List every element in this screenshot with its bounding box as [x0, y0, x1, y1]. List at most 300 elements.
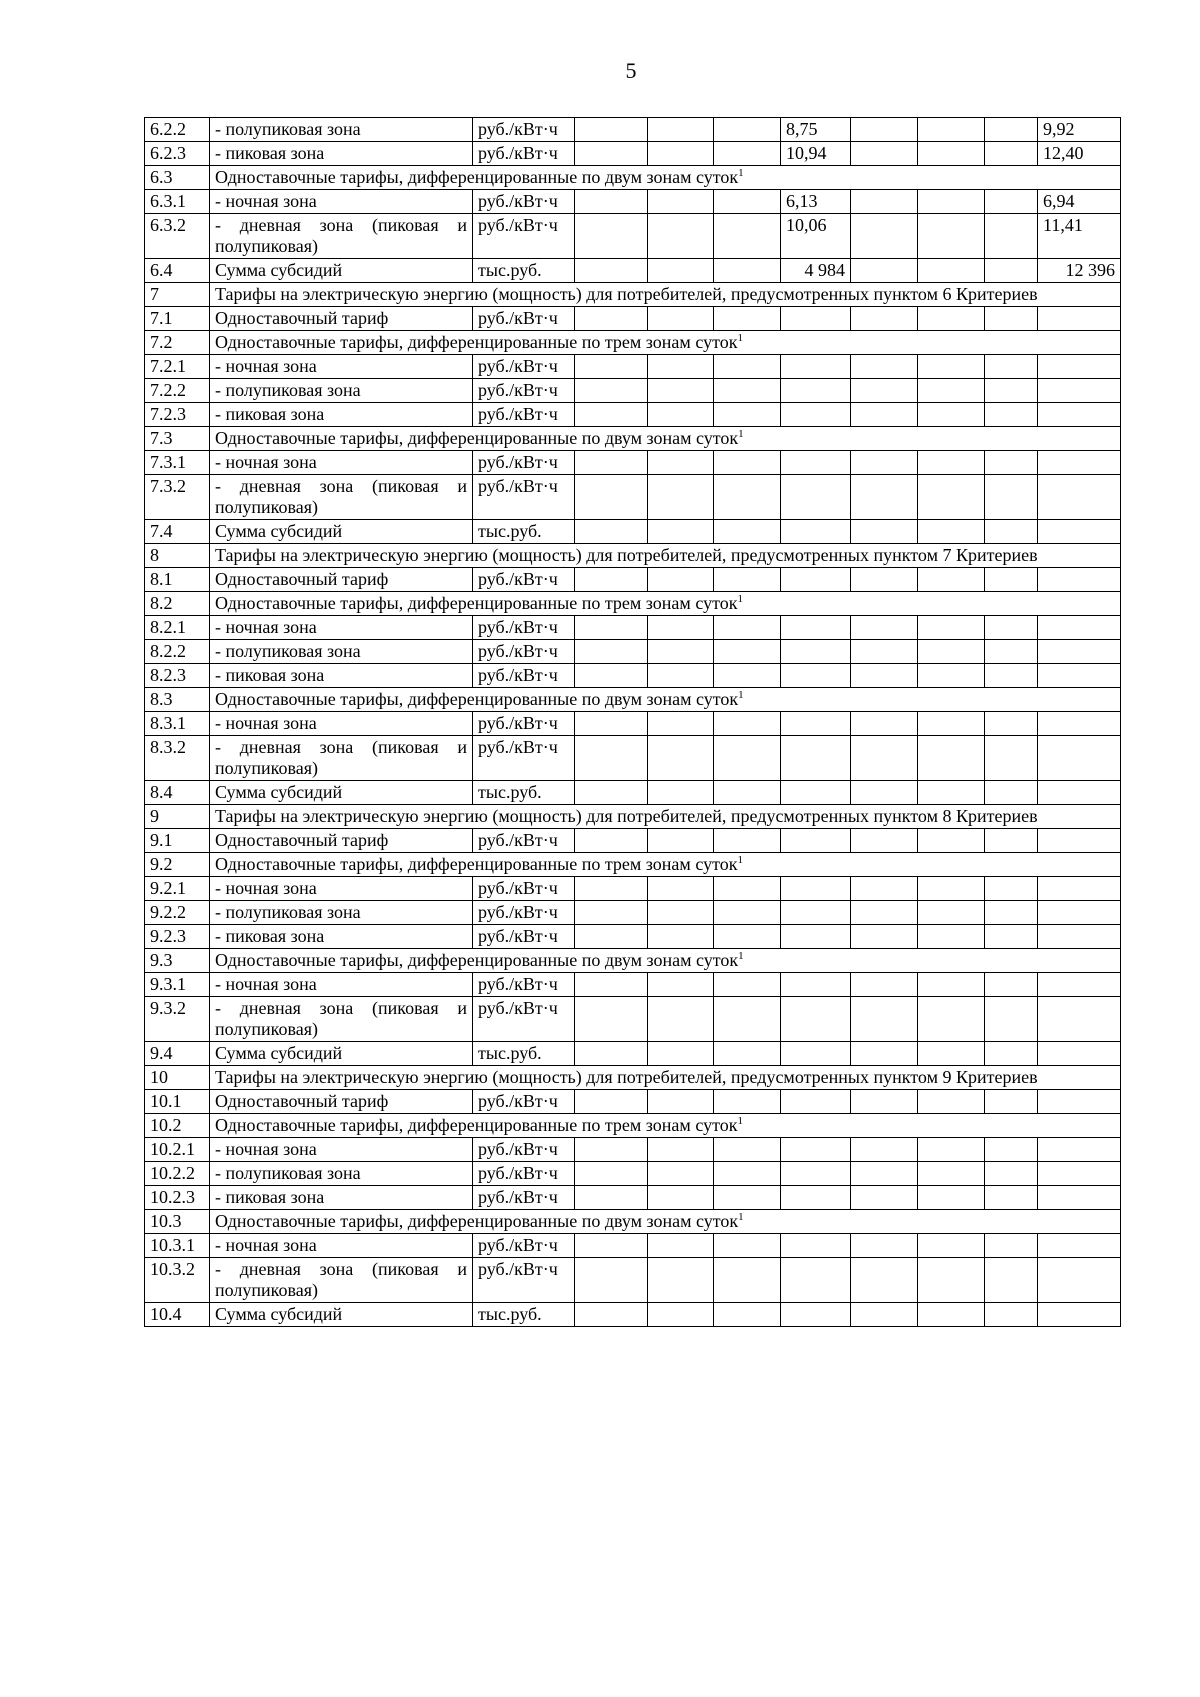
- value-cell: [781, 616, 851, 640]
- table-row: [145, 568, 1121, 592]
- value-cell: [781, 973, 851, 997]
- value-cell: [985, 307, 1038, 331]
- table-row: [145, 1162, 1121, 1186]
- value-cell: [648, 1138, 714, 1162]
- value-cell: [714, 307, 781, 331]
- value-cell: [575, 118, 648, 142]
- value-cell: [648, 712, 714, 736]
- value-cell: [575, 307, 648, 331]
- table-row: [145, 805, 1121, 829]
- table-row: [145, 214, 1121, 259]
- row-number: 7.4: [145, 520, 210, 544]
- value-cell: [781, 736, 851, 781]
- heading-text: Одноставочные тарифы, дифференцированные по двум зонам суток: [215, 689, 739, 709]
- value-cell: [918, 877, 985, 901]
- row-name: - ночная зона: [210, 616, 473, 640]
- row-unit: руб./кВт·ч: [473, 307, 575, 331]
- value-cell: [851, 664, 918, 688]
- value-cell: [918, 781, 985, 805]
- value-cell: [575, 1162, 648, 1186]
- value-cell: [648, 1258, 714, 1303]
- value-cell: [985, 355, 1038, 379]
- value-cell: [714, 901, 781, 925]
- heading-text: Одноставочные тарифы, дифференцированные по трем зонам суток: [215, 593, 738, 613]
- value-cell: [851, 997, 918, 1042]
- value-cell: [648, 664, 714, 688]
- value-cell: [575, 1186, 648, 1210]
- value-cell: [781, 403, 851, 427]
- table-row: [145, 829, 1121, 853]
- value-cell: [648, 259, 714, 283]
- value-cell: [714, 1234, 781, 1258]
- row-number: 8.3: [145, 688, 210, 712]
- row-name: - ночная зона: [210, 712, 473, 736]
- table-row: [145, 592, 1121, 616]
- value-cell: [714, 259, 781, 283]
- value-cell: [648, 640, 714, 664]
- row-unit: руб./кВт·ч: [473, 925, 575, 949]
- value-cell: [1038, 520, 1121, 544]
- value-cell: [1038, 379, 1121, 403]
- value-cell: [575, 1042, 648, 1066]
- value-cell: [648, 568, 714, 592]
- value-cell: [851, 1162, 918, 1186]
- row-unit: руб./кВт·ч: [473, 901, 575, 925]
- table-row: [145, 403, 1121, 427]
- section-heading: [210, 949, 1121, 973]
- table-row: [145, 949, 1121, 973]
- value-cell: [648, 520, 714, 544]
- heading-text: Одноставочные тарифы, дифференцированные по двум зонам суток: [215, 950, 739, 970]
- row-name: Одноставочный тариф: [210, 568, 473, 592]
- value-cell: [918, 1090, 985, 1114]
- row-unit: руб./кВт·ч: [473, 616, 575, 640]
- value-cell: [648, 997, 714, 1042]
- value-cell: [1038, 1186, 1121, 1210]
- value-cell: [781, 1162, 851, 1186]
- footnote-marker: 1: [738, 1211, 744, 1223]
- value-cell: [575, 355, 648, 379]
- row-number: 7.2.1: [145, 355, 210, 379]
- value-cell: [985, 259, 1038, 283]
- row-unit: тыс.руб.: [473, 259, 575, 283]
- value-cell: [714, 877, 781, 901]
- section-heading: [210, 427, 1121, 451]
- row-name: - ночная зона: [210, 1138, 473, 1162]
- value-cell: [985, 901, 1038, 925]
- row-unit: руб./кВт·ч: [473, 640, 575, 664]
- row-unit: тыс.руб.: [473, 781, 575, 805]
- value-cell: [1038, 1138, 1121, 1162]
- row-number: 6.3.2: [145, 214, 210, 259]
- table-row: [145, 688, 1121, 712]
- row-number: 10.2.3: [145, 1186, 210, 1210]
- value-cell: [714, 379, 781, 403]
- value-cell: 6,13: [781, 190, 851, 214]
- footnote-marker: 1: [737, 332, 743, 344]
- heading-text: Одноставочные тарифы, дифференцированные по двум зонам суток: [215, 167, 739, 187]
- table-row: [145, 853, 1121, 877]
- row-number: 7.3: [145, 427, 210, 451]
- value-cell: [918, 355, 985, 379]
- row-number: 9.2: [145, 853, 210, 877]
- value-cell: [781, 664, 851, 688]
- row-name: - полупиковая зона: [210, 1162, 473, 1186]
- row-number: 10.2: [145, 1114, 210, 1138]
- table-row: [145, 877, 1121, 901]
- row-number: 6.4: [145, 259, 210, 283]
- value-cell: [781, 451, 851, 475]
- table-row: [145, 712, 1121, 736]
- value-cell: [1038, 1303, 1121, 1327]
- value-cell: [1038, 616, 1121, 640]
- row-name: - ночная зона: [210, 355, 473, 379]
- table-row: [145, 190, 1121, 214]
- value-cell: [1038, 712, 1121, 736]
- value-cell: [575, 1234, 648, 1258]
- value-cell: [648, 190, 714, 214]
- value-cell: [648, 475, 714, 520]
- value-cell: [575, 451, 648, 475]
- value-cell: [985, 1090, 1038, 1114]
- row-number: 7: [145, 283, 210, 307]
- group-heading: [210, 544, 1121, 568]
- section-heading: [210, 1114, 1121, 1138]
- value-cell: [781, 925, 851, 949]
- value-cell: [918, 1162, 985, 1186]
- row-number: 8.4: [145, 781, 210, 805]
- value-cell: [985, 1138, 1038, 1162]
- row-unit: руб./кВт·ч: [473, 829, 575, 853]
- row-unit: руб./кВт·ч: [473, 1162, 575, 1186]
- value-cell: [575, 1303, 648, 1327]
- value-cell: [1038, 1042, 1121, 1066]
- heading-text: Тарифы на электрическую энергию (мощность) для потребителей, предусмотренных пунктом 6 Критериев: [215, 284, 1038, 304]
- row-number: 9.2.1: [145, 877, 210, 901]
- value-cell: [648, 781, 714, 805]
- table-row: [145, 1042, 1121, 1066]
- row-unit: руб./кВт·ч: [473, 664, 575, 688]
- value-cell: [918, 1258, 985, 1303]
- value-cell: [648, 877, 714, 901]
- heading-text: Тарифы на электрическую энергию (мощность) для потребителей, предусмотренных пунктом 9 Критериев: [215, 1067, 1038, 1087]
- group-heading: [210, 1066, 1121, 1090]
- value-cell: [648, 451, 714, 475]
- table-row: [145, 1090, 1121, 1114]
- table-row: [145, 544, 1121, 568]
- value-cell: [918, 925, 985, 949]
- value-cell: [648, 1162, 714, 1186]
- value-cell: [985, 1234, 1038, 1258]
- row-name: - ночная зона: [210, 451, 473, 475]
- value-cell: [851, 1138, 918, 1162]
- table-row: [145, 925, 1121, 949]
- row-number: 9: [145, 805, 210, 829]
- value-cell: [648, 973, 714, 997]
- value-cell: [851, 520, 918, 544]
- row-number: 6.2.3: [145, 142, 210, 166]
- row-name: - пиковая зона: [210, 664, 473, 688]
- row-name: Одноставочный тариф: [210, 307, 473, 331]
- value-cell: [575, 901, 648, 925]
- value-cell: [648, 1042, 714, 1066]
- tariff-table-body: [145, 118, 1121, 1327]
- value-cell: [575, 616, 648, 640]
- table-row: [145, 997, 1121, 1042]
- value-cell: [985, 973, 1038, 997]
- value-cell: [851, 973, 918, 997]
- row-number: 8.2.3: [145, 664, 210, 688]
- table-row: [145, 736, 1121, 781]
- value-cell: [575, 1090, 648, 1114]
- value-cell: [918, 403, 985, 427]
- value-cell: 12,40: [1038, 142, 1121, 166]
- value-cell: [918, 616, 985, 640]
- value-cell: [1038, 568, 1121, 592]
- heading-text: Тарифы на электрическую энергию (мощность) для потребителей, предусмотренных пунктом 8 Критериев: [215, 806, 1038, 826]
- value-cell: [1038, 829, 1121, 853]
- table-row: [145, 973, 1121, 997]
- row-unit: руб./кВт·ч: [473, 451, 575, 475]
- heading-text: Одноставочные тарифы, дифференцированные по трем зонам суток: [215, 854, 738, 874]
- row-number: 8.3.1: [145, 712, 210, 736]
- value-cell: [714, 118, 781, 142]
- row-name: - пиковая зона: [210, 1186, 473, 1210]
- value-cell: [851, 712, 918, 736]
- value-cell: [714, 214, 781, 259]
- value-cell: [985, 664, 1038, 688]
- row-name: - полупиковая зона: [210, 118, 473, 142]
- value-cell: [714, 1090, 781, 1114]
- value-cell: [781, 901, 851, 925]
- value-cell: [714, 1042, 781, 1066]
- value-cell: [985, 1303, 1038, 1327]
- value-cell: [1038, 664, 1121, 688]
- value-cell: [648, 829, 714, 853]
- table-row: [145, 640, 1121, 664]
- value-cell: [985, 712, 1038, 736]
- value-cell: [714, 997, 781, 1042]
- value-cell: [851, 118, 918, 142]
- value-cell: 10,06: [781, 214, 851, 259]
- value-cell: [851, 403, 918, 427]
- value-cell: [714, 355, 781, 379]
- value-cell: [1038, 1258, 1121, 1303]
- row-unit: руб./кВт·ч: [473, 973, 575, 997]
- table-row: [145, 664, 1121, 688]
- value-cell: [648, 118, 714, 142]
- value-cell: 8,75: [781, 118, 851, 142]
- table-row: [145, 520, 1121, 544]
- footnote-marker: 1: [738, 689, 744, 701]
- value-cell: [1038, 1162, 1121, 1186]
- value-cell: [575, 568, 648, 592]
- row-number: 10.3.1: [145, 1234, 210, 1258]
- row-unit: руб./кВт·ч: [473, 1186, 575, 1210]
- group-heading: [210, 805, 1121, 829]
- heading-text: Одноставочные тарифы, дифференцированные по двум зонам суток: [215, 428, 739, 448]
- value-cell: [781, 379, 851, 403]
- section-heading: [210, 1210, 1121, 1234]
- row-unit: руб./кВт·ч: [473, 1138, 575, 1162]
- row-number: 10.2.1: [145, 1138, 210, 1162]
- row-name: - полупиковая зона: [210, 640, 473, 664]
- value-cell: [985, 1042, 1038, 1066]
- value-cell: [918, 118, 985, 142]
- value-cell: [714, 520, 781, 544]
- value-cell: [918, 451, 985, 475]
- value-cell: [714, 712, 781, 736]
- row-number: 7.2.2: [145, 379, 210, 403]
- value-cell: [851, 307, 918, 331]
- value-cell: [575, 640, 648, 664]
- value-cell: [985, 781, 1038, 805]
- value-cell: [918, 901, 985, 925]
- value-cell: [575, 520, 648, 544]
- value-cell: [648, 1090, 714, 1114]
- table-row: [145, 355, 1121, 379]
- value-cell: [985, 568, 1038, 592]
- value-cell: [985, 829, 1038, 853]
- value-cell: [851, 1303, 918, 1327]
- table-row: [145, 616, 1121, 640]
- value-cell: [918, 1138, 985, 1162]
- value-cell: [714, 781, 781, 805]
- row-unit: руб./кВт·ч: [473, 568, 575, 592]
- row-unit: руб./кВт·ч: [473, 403, 575, 427]
- footnote-marker: 1: [737, 1115, 743, 1127]
- row-unit: руб./кВт·ч: [473, 712, 575, 736]
- value-cell: [1038, 307, 1121, 331]
- value-cell: [851, 214, 918, 259]
- row-number: 9.3.2: [145, 997, 210, 1042]
- value-cell: [1038, 925, 1121, 949]
- value-cell: [714, 616, 781, 640]
- value-cell: [714, 142, 781, 166]
- row-unit: руб./кВт·ч: [473, 214, 575, 259]
- value-cell: [648, 403, 714, 427]
- row-number: 9.2.2: [145, 901, 210, 925]
- value-cell: 10,94: [781, 142, 851, 166]
- row-unit: руб./кВт·ч: [473, 379, 575, 403]
- value-cell: [1038, 640, 1121, 664]
- footnote-marker: 1: [737, 854, 743, 866]
- value-cell: [851, 925, 918, 949]
- value-cell: [781, 829, 851, 853]
- row-name: - пиковая зона: [210, 403, 473, 427]
- value-cell: [985, 736, 1038, 781]
- value-cell: [851, 1090, 918, 1114]
- value-cell: [851, 190, 918, 214]
- value-cell: [575, 379, 648, 403]
- value-cell: [985, 925, 1038, 949]
- row-number: 6.3.1: [145, 190, 210, 214]
- value-cell: [851, 259, 918, 283]
- value-cell: [851, 379, 918, 403]
- value-cell: [985, 616, 1038, 640]
- value-cell: [851, 736, 918, 781]
- value-cell: [781, 877, 851, 901]
- value-cell: [575, 664, 648, 688]
- value-cell: [648, 616, 714, 640]
- value-cell: [918, 736, 985, 781]
- value-cell: [985, 142, 1038, 166]
- row-name: Сумма субсидий: [210, 259, 473, 283]
- table-row: [145, 901, 1121, 925]
- value-cell: [575, 781, 648, 805]
- value-cell: [985, 1186, 1038, 1210]
- value-cell: [985, 1162, 1038, 1186]
- value-cell: [648, 1186, 714, 1210]
- row-number: 7.1: [145, 307, 210, 331]
- value-cell: [1038, 877, 1121, 901]
- row-number: 10.4: [145, 1303, 210, 1327]
- value-cell: [851, 829, 918, 853]
- table-row: [145, 1210, 1121, 1234]
- row-name: Одноставочный тариф: [210, 1090, 473, 1114]
- row-name: - пиковая зона: [210, 925, 473, 949]
- row-number: 10.3: [145, 1210, 210, 1234]
- section-heading: [210, 592, 1121, 616]
- value-cell: [575, 997, 648, 1042]
- table-row: [145, 166, 1121, 190]
- value-cell: [575, 925, 648, 949]
- value-cell: 11,41: [1038, 214, 1121, 259]
- value-cell: [851, 451, 918, 475]
- heading-text: Тарифы на электрическую энергию (мощность) для потребителей, предусмотренных пунктом 7 Критериев: [215, 545, 1038, 565]
- tariff-table: [144, 117, 1121, 1327]
- value-cell: [851, 901, 918, 925]
- value-cell: [1038, 997, 1121, 1042]
- value-cell: [918, 1186, 985, 1210]
- row-unit: тыс.руб.: [473, 520, 575, 544]
- value-cell: [851, 640, 918, 664]
- value-cell: [781, 712, 851, 736]
- value-cell: [918, 712, 985, 736]
- value-cell: [851, 355, 918, 379]
- value-cell: [918, 664, 985, 688]
- value-cell: [1038, 1090, 1121, 1114]
- value-cell: [985, 877, 1038, 901]
- value-cell: [851, 1186, 918, 1210]
- value-cell: [575, 829, 648, 853]
- row-name: Одноставочный тариф: [210, 829, 473, 853]
- value-cell: [1038, 355, 1121, 379]
- row-number: 8.2.1: [145, 616, 210, 640]
- value-cell: [648, 355, 714, 379]
- row-unit: руб./кВт·ч: [473, 1234, 575, 1258]
- value-cell: 4 984: [781, 259, 851, 283]
- section-heading: [210, 688, 1121, 712]
- value-cell: [575, 403, 648, 427]
- table-row: [145, 142, 1121, 166]
- value-cell: [714, 829, 781, 853]
- row-name: - полупиковая зона: [210, 379, 473, 403]
- value-cell: [918, 997, 985, 1042]
- section-heading: [210, 331, 1121, 355]
- row-unit: руб./кВт·ч: [473, 1090, 575, 1114]
- value-cell: [714, 1258, 781, 1303]
- heading-text: Одноставочные тарифы, дифференцированные по трем зонам суток: [215, 332, 738, 352]
- value-cell: [781, 1258, 851, 1303]
- value-cell: [575, 712, 648, 736]
- row-name: Сумма субсидий: [210, 1303, 473, 1327]
- value-cell: [1038, 1234, 1121, 1258]
- value-cell: [648, 901, 714, 925]
- value-cell: [918, 640, 985, 664]
- table-row: [145, 1303, 1121, 1327]
- row-name: - ночная зона: [210, 1234, 473, 1258]
